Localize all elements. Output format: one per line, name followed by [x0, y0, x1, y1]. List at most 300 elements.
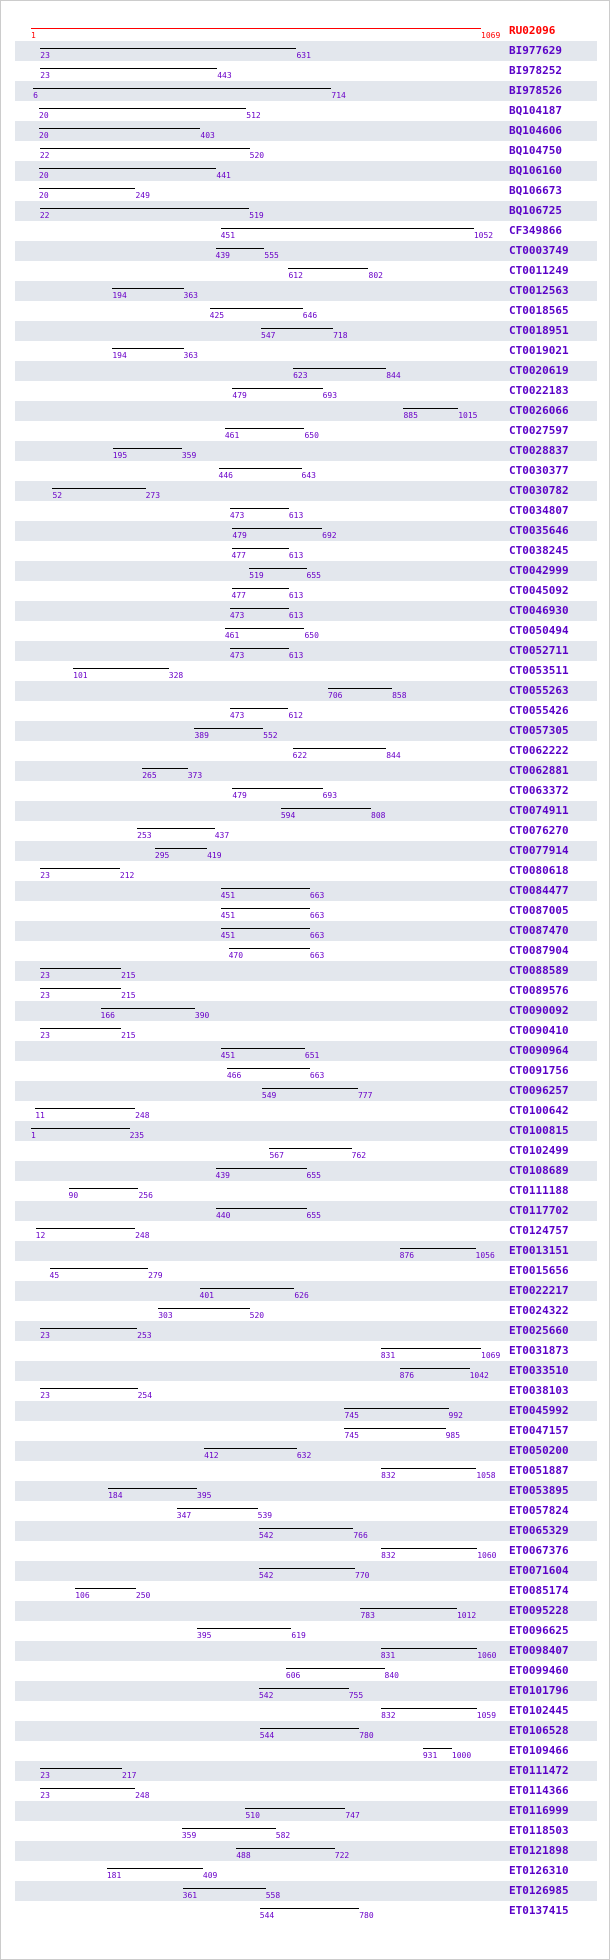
accession-link[interactable]: ET0114366	[509, 1784, 569, 1797]
end-position: 631	[296, 51, 311, 60]
accession-link[interactable]: CT0089576	[509, 984, 569, 997]
alignment-bar	[40, 68, 217, 69]
accession-link[interactable]: BQ106725	[509, 204, 562, 217]
accession-link[interactable]: ET0101796	[509, 1684, 569, 1697]
accession-link[interactable]: BI977629	[509, 44, 562, 57]
accession-link[interactable]: CT0062222	[509, 744, 569, 757]
alignment-bar	[261, 328, 333, 329]
start-position: 479	[232, 531, 247, 540]
alignment-bar	[227, 1068, 310, 1069]
alignment-bar	[39, 188, 135, 189]
accession-link[interactable]: ET0065329	[509, 1524, 569, 1537]
start-position: 1	[31, 1131, 36, 1140]
end-position: 650	[304, 631, 319, 640]
start-position: 832	[381, 1711, 396, 1720]
accession-link[interactable]: CT0062881	[509, 764, 569, 777]
accession-link[interactable]: ET0118503	[509, 1824, 569, 1837]
accession-link[interactable]: CT0090964	[509, 1044, 569, 1057]
start-position: 832	[381, 1471, 396, 1480]
alignment-bar	[137, 828, 215, 829]
alignment-row	[15, 401, 597, 421]
end-position: 619	[291, 1631, 306, 1640]
alignment-bar	[39, 168, 216, 169]
alignment-bar	[69, 1188, 139, 1189]
end-position: 217	[122, 1771, 137, 1780]
end-position: 651	[304, 1051, 320, 1060]
accession-link[interactable]: CT0012563	[509, 284, 569, 297]
start-position: 473	[229, 651, 245, 660]
end-position: 512	[246, 111, 261, 120]
accession-link[interactable]: RU02096	[509, 24, 556, 37]
accession-link[interactable]: CT0111188	[509, 1184, 569, 1197]
alignment-bar	[236, 1848, 335, 1849]
accession-link[interactable]: CT0096257	[509, 1084, 569, 1097]
alignment-bar	[40, 1028, 121, 1029]
alignment-bar	[113, 448, 182, 449]
alignment-row	[15, 721, 597, 741]
start-position: 745	[344, 1411, 359, 1420]
accession-link[interactable]: ET0022217	[509, 1284, 569, 1297]
alignment-bar	[101, 1008, 195, 1009]
alignment-row	[15, 701, 597, 721]
alignment-row	[15, 201, 597, 221]
start-position: 477	[231, 591, 246, 600]
end-position: 437	[214, 831, 230, 840]
accession-link[interactable]: BQ104606	[509, 124, 562, 137]
accession-link[interactable]: ET0106528	[509, 1724, 569, 1737]
start-position: 451	[220, 931, 236, 940]
accession-link[interactable]: CT0053511	[509, 664, 569, 677]
accession-link[interactable]: CT0050494	[509, 624, 569, 637]
accession-link[interactable]: CT0055426	[509, 704, 569, 717]
accession-link[interactable]: CT0011249	[509, 264, 569, 277]
alignment-row	[15, 1201, 597, 1221]
start-position: 23	[40, 51, 50, 60]
end-position: 692	[322, 531, 337, 540]
accession-link[interactable]: ET0033510	[509, 1364, 569, 1377]
accession-link[interactable]: ET0025660	[509, 1324, 569, 1337]
start-position: 23	[40, 1031, 50, 1040]
accession-link[interactable]: CT0100815	[509, 1124, 569, 1137]
accession-link[interactable]: ET0071604	[509, 1564, 569, 1577]
alignment-bar	[262, 1088, 358, 1089]
accession-link[interactable]: ET0116999	[509, 1804, 569, 1817]
alignment-row	[15, 1081, 597, 1101]
accession-link[interactable]: ET0098407	[509, 1644, 569, 1657]
alignment-bar	[260, 1908, 359, 1909]
alignment-row	[15, 581, 597, 601]
end-position: 1056	[475, 1251, 495, 1260]
alignment-row	[15, 1101, 597, 1121]
start-position: 567	[269, 1151, 284, 1160]
alignment-row	[15, 561, 597, 581]
alignment-row	[15, 1541, 597, 1561]
alignment-row	[15, 1621, 597, 1641]
alignment-row	[15, 1281, 597, 1301]
end-position: 655	[306, 1211, 321, 1220]
accession-link[interactable]: ET0126985	[509, 1884, 569, 1897]
accession-link[interactable]: CT0090410	[509, 1024, 569, 1037]
alignment-bar	[39, 108, 246, 109]
alignment-row	[15, 1021, 597, 1041]
alignment-bar	[216, 1208, 307, 1209]
alignment-bar	[221, 1048, 305, 1049]
accession-link[interactable]: BQ104187	[509, 104, 562, 117]
end-position: 722	[334, 1851, 350, 1860]
alignment-bar	[232, 388, 322, 389]
accession-link[interactable]: CT0026066	[509, 404, 569, 417]
start-position: 451	[220, 231, 236, 240]
accession-link[interactable]: ET0031873	[509, 1344, 569, 1357]
start-position: 23	[40, 1791, 50, 1800]
start-position: 832	[381, 1551, 396, 1560]
alignment-bar	[158, 1308, 249, 1309]
end-position: 844	[386, 751, 401, 760]
accession-link[interactable]: CT0087005	[509, 904, 569, 917]
end-position: 254	[137, 1391, 153, 1400]
end-position: 520	[249, 151, 265, 160]
end-position: 250	[135, 1591, 151, 1600]
accession-link[interactable]: ET0137415	[509, 1904, 569, 1917]
alignment-row	[15, 441, 597, 461]
alignment-bar	[40, 968, 121, 969]
end-position: 215	[121, 991, 136, 1000]
end-position: 840	[384, 1671, 399, 1680]
accession-link[interactable]: CT0074911	[509, 804, 569, 817]
alignment-bar	[286, 1668, 385, 1669]
start-position: 439	[215, 251, 230, 260]
accession-link[interactable]: ET0096625	[509, 1624, 569, 1637]
accession-link[interactable]: CT0087470	[509, 924, 569, 937]
alignment-row	[15, 241, 597, 261]
end-position: 1052	[473, 231, 494, 240]
alignment-row	[15, 1001, 597, 1021]
accession-link[interactable]: CT0076270	[509, 824, 569, 837]
alignment-bar	[229, 948, 310, 949]
alignment-row	[15, 261, 597, 281]
alignment-row	[15, 1061, 597, 1081]
alignment-bar	[232, 788, 322, 789]
accession-link[interactable]: CT0022183	[509, 384, 569, 397]
end-position: 626	[294, 1291, 309, 1300]
alignment-bar	[40, 208, 249, 209]
start-position: 6	[33, 91, 38, 100]
alignment-bar	[221, 888, 310, 889]
alignment-row	[15, 1441, 597, 1461]
alignment-row	[15, 621, 597, 641]
start-position: 181	[106, 1871, 122, 1880]
end-position: 253	[137, 1331, 152, 1340]
accession-link[interactable]: CT0038245	[509, 544, 569, 557]
end-position: 985	[445, 1431, 461, 1440]
accession-link[interactable]: CT0028837	[509, 444, 569, 457]
alignment-row	[15, 1681, 597, 1701]
start-position: 473	[229, 711, 245, 720]
alignment-bar	[197, 1628, 291, 1629]
alignment-row	[15, 601, 597, 621]
end-position: 646	[302, 311, 318, 320]
end-position: 777	[357, 1091, 373, 1100]
alignment-row	[15, 481, 597, 501]
alignment-bar	[225, 428, 305, 429]
accession-link[interactable]: CT0117702	[509, 1204, 569, 1217]
start-position: 22	[39, 151, 50, 160]
accession-link[interactable]: CT0077914	[509, 844, 569, 857]
end-position: 1000	[451, 1751, 472, 1760]
accession-link[interactable]: ET0099460	[509, 1664, 569, 1677]
accession-link[interactable]: CT0027597	[509, 424, 569, 437]
accession-link[interactable]: ET0109466	[509, 1744, 569, 1757]
alignment-bar	[194, 728, 263, 729]
start-position: 303	[158, 1311, 173, 1320]
accession-link[interactable]: BI978252	[509, 64, 562, 77]
start-position: 361	[182, 1891, 198, 1900]
alignment-bar	[40, 148, 250, 149]
alignment-row	[15, 781, 597, 801]
alignment-row	[15, 81, 597, 101]
alignment-row	[15, 161, 597, 181]
alignment-row	[15, 1701, 597, 1721]
alignment-bar	[232, 588, 289, 589]
accession-link[interactable]: ET0067376	[509, 1544, 569, 1557]
accession-link[interactable]: ET0050200	[509, 1444, 569, 1457]
accession-link[interactable]: BQ106160	[509, 164, 562, 177]
alignment-row	[15, 1901, 597, 1921]
start-position: 395	[197, 1631, 212, 1640]
alignment-row	[15, 321, 597, 341]
accession-link[interactable]: ET0013151	[509, 1244, 569, 1257]
start-position: 23	[40, 971, 50, 980]
alignment-bar	[403, 408, 458, 409]
accession-link[interactable]: CT0018951	[509, 324, 569, 337]
alignment-bar	[142, 768, 188, 769]
start-position: 479	[232, 391, 247, 400]
alignment-row	[15, 1481, 597, 1501]
alignment-bar	[183, 1888, 266, 1889]
accession-link[interactable]: BI978526	[509, 84, 562, 97]
end-position: 992	[448, 1411, 463, 1420]
accession-link[interactable]: CT0055263	[509, 684, 569, 697]
start-position: 23	[40, 1771, 50, 1780]
start-position: 23	[40, 71, 50, 80]
alignment-row	[15, 181, 597, 201]
accession-link[interactable]: CT0003749	[509, 244, 569, 257]
accession-link[interactable]: CT0018565	[509, 304, 569, 317]
alignment-row	[15, 921, 597, 941]
alignment-row	[15, 861, 597, 881]
end-position: 395	[197, 1491, 212, 1500]
accession-link[interactable]: CT0090092	[509, 1004, 569, 1017]
start-position: 20	[39, 191, 49, 200]
end-position: 552	[263, 731, 278, 740]
accession-link[interactable]: CT0042999	[509, 564, 569, 577]
start-position: 451	[220, 891, 236, 900]
accession-link[interactable]: CT0063372	[509, 784, 569, 797]
end-position: 1060	[477, 1651, 497, 1660]
alignment-bar	[344, 1408, 448, 1409]
end-position: 766	[353, 1531, 368, 1540]
accession-link[interactable]: ET0053895	[509, 1484, 569, 1497]
accession-link[interactable]: ET0051887	[509, 1464, 569, 1477]
alignment-row	[15, 61, 597, 81]
start-position: 20	[39, 171, 49, 180]
alignment-bar	[288, 268, 368, 269]
alignment-bar	[216, 1168, 307, 1169]
start-position: 20	[39, 131, 49, 140]
accession-link[interactable]: CT0045092	[509, 584, 569, 597]
end-position: 363	[183, 351, 198, 360]
alignment-row	[15, 1881, 597, 1901]
accession-link[interactable]: CT0088589	[509, 964, 569, 977]
end-position: 663	[309, 931, 325, 940]
start-position: 195	[112, 451, 128, 460]
end-position: 844	[386, 371, 401, 380]
start-position: 11	[35, 1111, 45, 1120]
start-position: 45	[49, 1271, 60, 1280]
start-position: 106	[75, 1591, 90, 1600]
alignment-bar	[75, 1588, 136, 1589]
alignment-row	[15, 1601, 597, 1621]
alignment-row	[15, 461, 597, 481]
accession-link[interactable]: ET0047157	[509, 1424, 569, 1437]
end-position: 693	[322, 791, 338, 800]
start-position: 166	[100, 1011, 115, 1020]
accession-link[interactable]: CT0124757	[509, 1224, 569, 1237]
alignment-bar	[230, 648, 289, 649]
start-position: 547	[261, 331, 276, 340]
alignment-bar	[360, 1608, 456, 1609]
accession-link[interactable]: CT0057305	[509, 724, 569, 737]
reference-row	[15, 21, 597, 41]
end-position: 643	[301, 471, 316, 480]
start-position: 22	[39, 211, 50, 220]
start-position: 461	[224, 631, 240, 640]
alignment-bar	[40, 1768, 122, 1769]
alignment-bar	[39, 128, 200, 129]
start-position: 389	[194, 731, 209, 740]
accession-link[interactable]: CT0052711	[509, 644, 569, 657]
alignment-bar	[177, 1508, 258, 1509]
end-position: 256	[138, 1191, 153, 1200]
start-position: 412	[204, 1451, 219, 1460]
accession-link[interactable]: ET0126310	[509, 1864, 569, 1877]
accession-link[interactable]: ET0085174	[509, 1584, 569, 1597]
accession-link[interactable]: ET0045992	[509, 1404, 569, 1417]
alignment-row	[15, 801, 597, 821]
start-position: 12	[35, 1231, 46, 1240]
end-position: 663	[309, 951, 325, 960]
start-position: 594	[280, 811, 296, 820]
accession-link[interactable]: BQ104750	[509, 144, 562, 157]
start-position: 52	[52, 491, 63, 500]
alignment-row	[15, 1121, 597, 1141]
end-position: 613	[288, 651, 304, 660]
start-position: 194	[112, 291, 127, 300]
end-position: 215	[121, 971, 136, 980]
accession-link[interactable]: BQ106673	[509, 184, 562, 197]
accession-link[interactable]: CT0091756	[509, 1064, 569, 1077]
alignment-bar	[200, 1288, 295, 1289]
accession-link[interactable]: ET0111472	[509, 1764, 569, 1777]
start-position: 542	[258, 1531, 274, 1540]
accession-link[interactable]: CT0030782	[509, 484, 569, 497]
alignment-bar	[232, 548, 289, 549]
alignment-row	[15, 1241, 597, 1261]
alignment-row	[15, 1181, 597, 1201]
alignment-bar	[225, 628, 305, 629]
accession-link[interactable]: CT0030377	[509, 464, 569, 477]
start-position: 488	[236, 1851, 251, 1860]
alignment-bar	[423, 1748, 452, 1749]
accession-link[interactable]: CT0087904	[509, 944, 569, 957]
alignment-bar	[182, 1828, 276, 1829]
start-position: 446	[218, 471, 233, 480]
accession-link[interactable]: ET0121898	[509, 1844, 569, 1857]
alignment-row	[15, 1321, 597, 1341]
alignment-row	[15, 1641, 597, 1661]
start-position: 347	[176, 1511, 192, 1520]
alignment-bar	[112, 288, 183, 289]
accession-link[interactable]: CT0108689	[509, 1164, 569, 1177]
alignment-bar	[381, 1648, 477, 1649]
start-position: 876	[399, 1371, 415, 1380]
end-position: 650	[304, 431, 319, 440]
accession-link[interactable]: CT0046930	[509, 604, 569, 617]
alignment-bar	[293, 368, 386, 369]
accession-link[interactable]: ET0057824	[509, 1504, 569, 1517]
alignment-bar	[31, 28, 481, 29]
accession-link[interactable]: CT0020619	[509, 364, 569, 377]
alignment-bar	[245, 1808, 345, 1809]
alignment-row	[15, 741, 597, 761]
alignment-row	[15, 301, 597, 321]
start-position: 184	[108, 1491, 123, 1500]
alignment-row	[15, 1741, 597, 1761]
end-position: 714	[331, 91, 346, 100]
alignment-bar	[40, 1388, 137, 1389]
accession-link[interactable]: ET0038103	[509, 1384, 569, 1397]
accession-link[interactable]: ET0102445	[509, 1704, 569, 1717]
alignment-bar	[35, 1108, 135, 1109]
end-position: 632	[296, 1451, 312, 1460]
accession-link[interactable]: CT0080618	[509, 864, 569, 877]
start-position: 265	[142, 771, 157, 780]
end-position: 613	[288, 551, 304, 560]
accession-link[interactable]: CT0034807	[509, 504, 569, 517]
accession-link[interactable]: CT0019021	[509, 344, 569, 357]
accession-link[interactable]: CT0035646	[509, 524, 569, 537]
accession-link[interactable]: CT0100642	[509, 1104, 569, 1117]
accession-link[interactable]: CT0084477	[509, 884, 569, 897]
accession-link[interactable]: ET0095228	[509, 1604, 569, 1617]
end-position: 663	[309, 1071, 325, 1080]
end-position: 1012	[456, 1611, 477, 1620]
start-position: 473	[229, 511, 245, 520]
accession-link[interactable]: CF349866	[509, 224, 562, 237]
end-position: 419	[207, 851, 222, 860]
alignment-row	[15, 341, 597, 361]
accession-link[interactable]: ET0015656	[509, 1264, 569, 1277]
alignment-row	[15, 501, 597, 521]
start-position: 745	[344, 1431, 359, 1440]
accession-link[interactable]: ET0024322	[509, 1304, 569, 1317]
end-position: 780	[359, 1911, 374, 1920]
start-position: 253	[137, 831, 152, 840]
end-position: 1059	[476, 1711, 497, 1720]
start-position: 101	[73, 671, 88, 680]
alignment-row	[15, 1501, 597, 1521]
accession-link[interactable]: CT0102499	[509, 1144, 569, 1157]
